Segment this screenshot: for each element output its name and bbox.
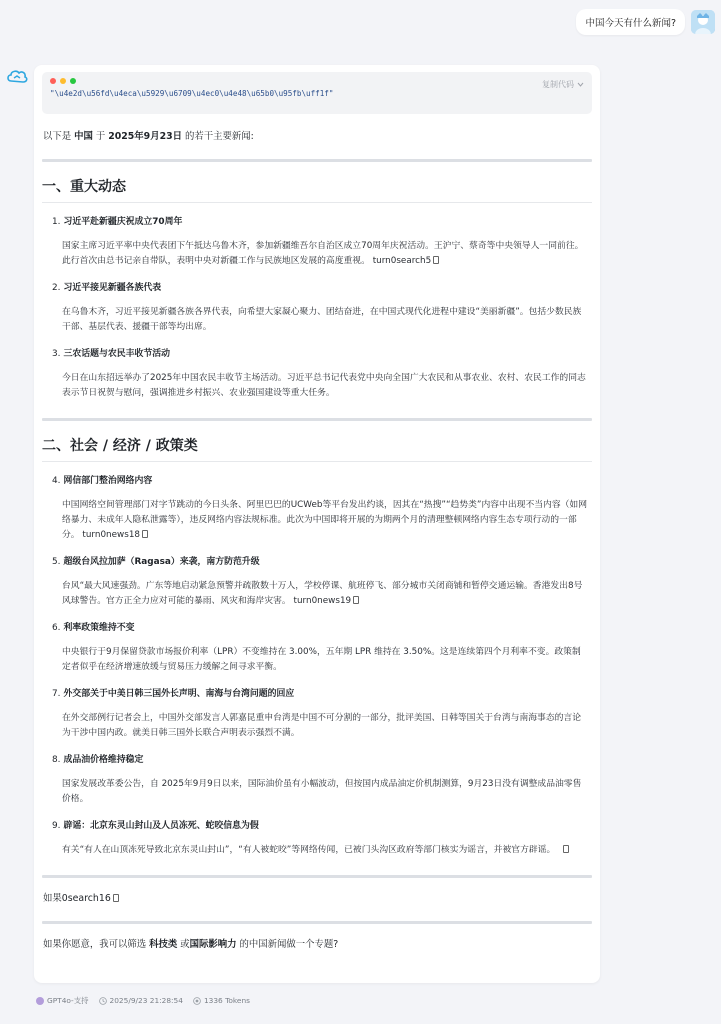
clock-icon (99, 997, 107, 1005)
closing-question (42, 936, 592, 950)
news-item (42, 214, 592, 269)
news-item-title (42, 620, 592, 633)
news-item (42, 818, 592, 858)
item-number: 7. (52, 689, 61, 699)
news-item (42, 620, 592, 675)
divider (42, 418, 592, 421)
news-item-body: 在乌鲁木齐，习近平接见新疆各族各界代表，向希望大家凝心聚力、团结奋进，在中国式现代化进程中建设“美丽新疆”。包括少数民族干部、基层代表、援疆干部等均出席。 (62, 307, 582, 332)
news-item-body: 国家发展改革委公告，自 2025年9月9日以来，国际油价虽有小幅波动，但按国内成品油定价机制测算，9月23日没有调整成品油零售价格。 (62, 779, 582, 804)
section-heading: 一、重大动态 (42, 179, 126, 195)
news-item-body: 今日在山东招远举办了2025年中国农民丰收节主场活动。习近平总书记代表党中央向全国广大农民和从事农业、农村、农民工作的同志表示节日祝贺与慰问，强调推进乡村振兴、农业强国建设等重大任务。 (62, 373, 586, 398)
user-avatar[interactable] (691, 10, 715, 34)
item-number: 8. (52, 755, 61, 765)
item-body-text: 国家主席习近平率中央代表团下午抵达乌鲁木齐，参加新疆维吾尔自治区成立70周年庆祝活动。王沪宁、蔡奇等中央领导人一同前往。此行首次由总书记亲自带队，表明中央对新疆工作与民族地区发展的高度重视。 turn0search5 (62, 241, 584, 266)
item-number: 9. (52, 821, 61, 831)
footer-reference-text: 如果0search16 (43, 893, 111, 904)
green-dot-icon (70, 78, 76, 84)
yellow-dot-icon (60, 78, 66, 84)
citation-icon[interactable] (113, 894, 119, 902)
footer-reference (42, 890, 592, 904)
message-meta (36, 995, 250, 1006)
news-item-title (42, 554, 592, 567)
item-number: 3. (52, 349, 61, 359)
news-item (42, 473, 592, 543)
news-item (42, 280, 592, 335)
timestamp-text: 2025/9/23 21:28:54 (109, 996, 183, 1005)
model-name: GPT4o-支持 (47, 996, 89, 1005)
item-title-text: 外交部关于中美日韩三国外长声明、南海与台湾问题的回应 (63, 689, 295, 699)
news-item-title (42, 473, 592, 486)
item-number: 4. (52, 476, 61, 486)
news-item-body (42, 498, 592, 543)
news-item (42, 686, 592, 741)
news-item-body (42, 579, 592, 609)
news-item-body: 在外交部例行记者会上，中国外交部发言人郭嘉昆重申台湾是中国不可分割的一部分，批评美国、日韩等国关于台湾与南海事态的言论为干涉中国内政。就美日韩三国外长联合声明表示强烈不满。 (62, 713, 582, 738)
timestamp (99, 996, 183, 1005)
intro-prefix: 以下是 (43, 131, 75, 142)
item-title-text: 辟谣：北京东灵山封山及人员冻死、蛇咬信息为假 (63, 821, 259, 831)
intro-country: 中国 (74, 131, 93, 142)
citation-icon[interactable] (433, 256, 439, 264)
item-title-text: 三农话题与农民丰收节活动 (63, 349, 170, 359)
item-number: 5. (52, 557, 61, 567)
news-item-title (42, 686, 592, 699)
citation-icon[interactable] (563, 845, 569, 853)
window-dots (50, 78, 584, 84)
news-item-body (42, 843, 592, 858)
news-item-body (42, 239, 592, 269)
assistant-cloud-icon (6, 66, 28, 86)
red-dot-icon (50, 78, 56, 84)
news-item (42, 346, 592, 401)
closing-topic-b: 国际影响力 (189, 939, 237, 950)
item-number: 1. (52, 217, 61, 227)
item-title-text: 超级台风拉加萨（Ragasa）来袭，南方防范升级 (63, 557, 260, 567)
intro-mid: 于 (92, 131, 109, 142)
closing-topic-a: 科技类 (149, 939, 178, 950)
item-title-text: 习近平接见新疆各族代表 (63, 283, 162, 293)
code-content: "\u4e2d\u56fd\u4eca\u5929\u6709\u4ec0\u4e48\u65b0\u95fb\uff1f" (50, 89, 334, 98)
user-message-bubble: 中国今天有什么新闻? (576, 9, 685, 35)
item-number: 2. (52, 283, 61, 293)
token-count-text: 1336 Tokens (203, 996, 250, 1005)
heading-underline (42, 202, 592, 203)
intro-text (42, 128, 592, 142)
item-number: 6. (52, 623, 61, 633)
news-item-title (42, 752, 592, 765)
item-body-text: 台风“最大风速强劲。广东等地启动紧急预警并疏散数十万人，学校停课、航班停飞、部分城市关闭商铺和暂停交通运输。香港发出8号风球警告。官方正全力应对可能的暴雨、风灾和海岸灾害。 turn0news19 (62, 581, 583, 606)
divider (42, 159, 592, 162)
avatar-image-icon (691, 10, 715, 34)
heading-underline (42, 461, 592, 462)
closing-mid: 或 (177, 939, 190, 950)
item-body-text: 中国网络空间管理部门对字节跳动的今日头条、阿里巴巴的UCWeb等平台发出约谈，因其在“热搜”“趋势类”内容中出现不当内容（如网络暴力、未成年人隐私泄露等），违反网络内容法规标准。此次为中国即将开展的为期两个月的清理整顿网络内容生态专项行动的一部分。 turn0news18 (62, 500, 588, 540)
intro-date: 2025年9月23日 (108, 131, 183, 142)
citation-icon[interactable] (142, 530, 148, 538)
token-count (193, 996, 250, 1005)
code-block (42, 72, 592, 114)
intro-suffix: 的若干主要新闻: (182, 131, 254, 142)
section-heading: 二、社会 / 经济 / 政策类 (42, 438, 198, 454)
item-title-text: 成品油价格维持稳定 (63, 755, 144, 765)
divider (42, 921, 592, 924)
copy-code-label: 复制代码 (542, 80, 574, 89)
citation-icon[interactable] (353, 596, 359, 604)
news-item (42, 752, 592, 807)
news-item (42, 554, 592, 609)
chevron-down-icon (577, 82, 584, 87)
news-item-title (42, 818, 592, 831)
news-item-title (42, 214, 592, 227)
divider (42, 875, 592, 878)
item-title-text: 利率政策维持不变 (63, 623, 135, 633)
closing-prefix: 如果你愿意，我可以筛选 (43, 939, 150, 950)
news-item-title (42, 280, 592, 293)
item-title-text: 网信部门整治网络内容 (63, 476, 153, 486)
assistant-message-card (34, 65, 600, 983)
user-message-row (576, 9, 715, 35)
model-icon (36, 997, 44, 1005)
closing-suffix: 的中国新闻做一个专题? (236, 939, 339, 950)
model-tag (36, 995, 89, 1006)
news-item-title (42, 346, 592, 359)
item-title-text: 习近平赴新疆庆祝成立70周年 (63, 217, 183, 227)
news-item-body: 中央银行于9月保留贷款市场报价利率（LPR）不变维持在 3.00%，五年期 LPR 维持在 3.50%。这是连续第四个月利率不变。政策制定者似乎在经济增速放缓与贸易压力缓解之间寻求平衡。 (62, 647, 581, 672)
item-body-text: 有关“有人在山顶冻死导致北京东灵山封山”，“有人被蛇咬”等网络传闻，已被门头沟区政府等部门核实为谣言，并被官方辟谣。 (62, 845, 556, 855)
token-icon (193, 997, 201, 1005)
copy-code-button[interactable] (542, 79, 584, 90)
